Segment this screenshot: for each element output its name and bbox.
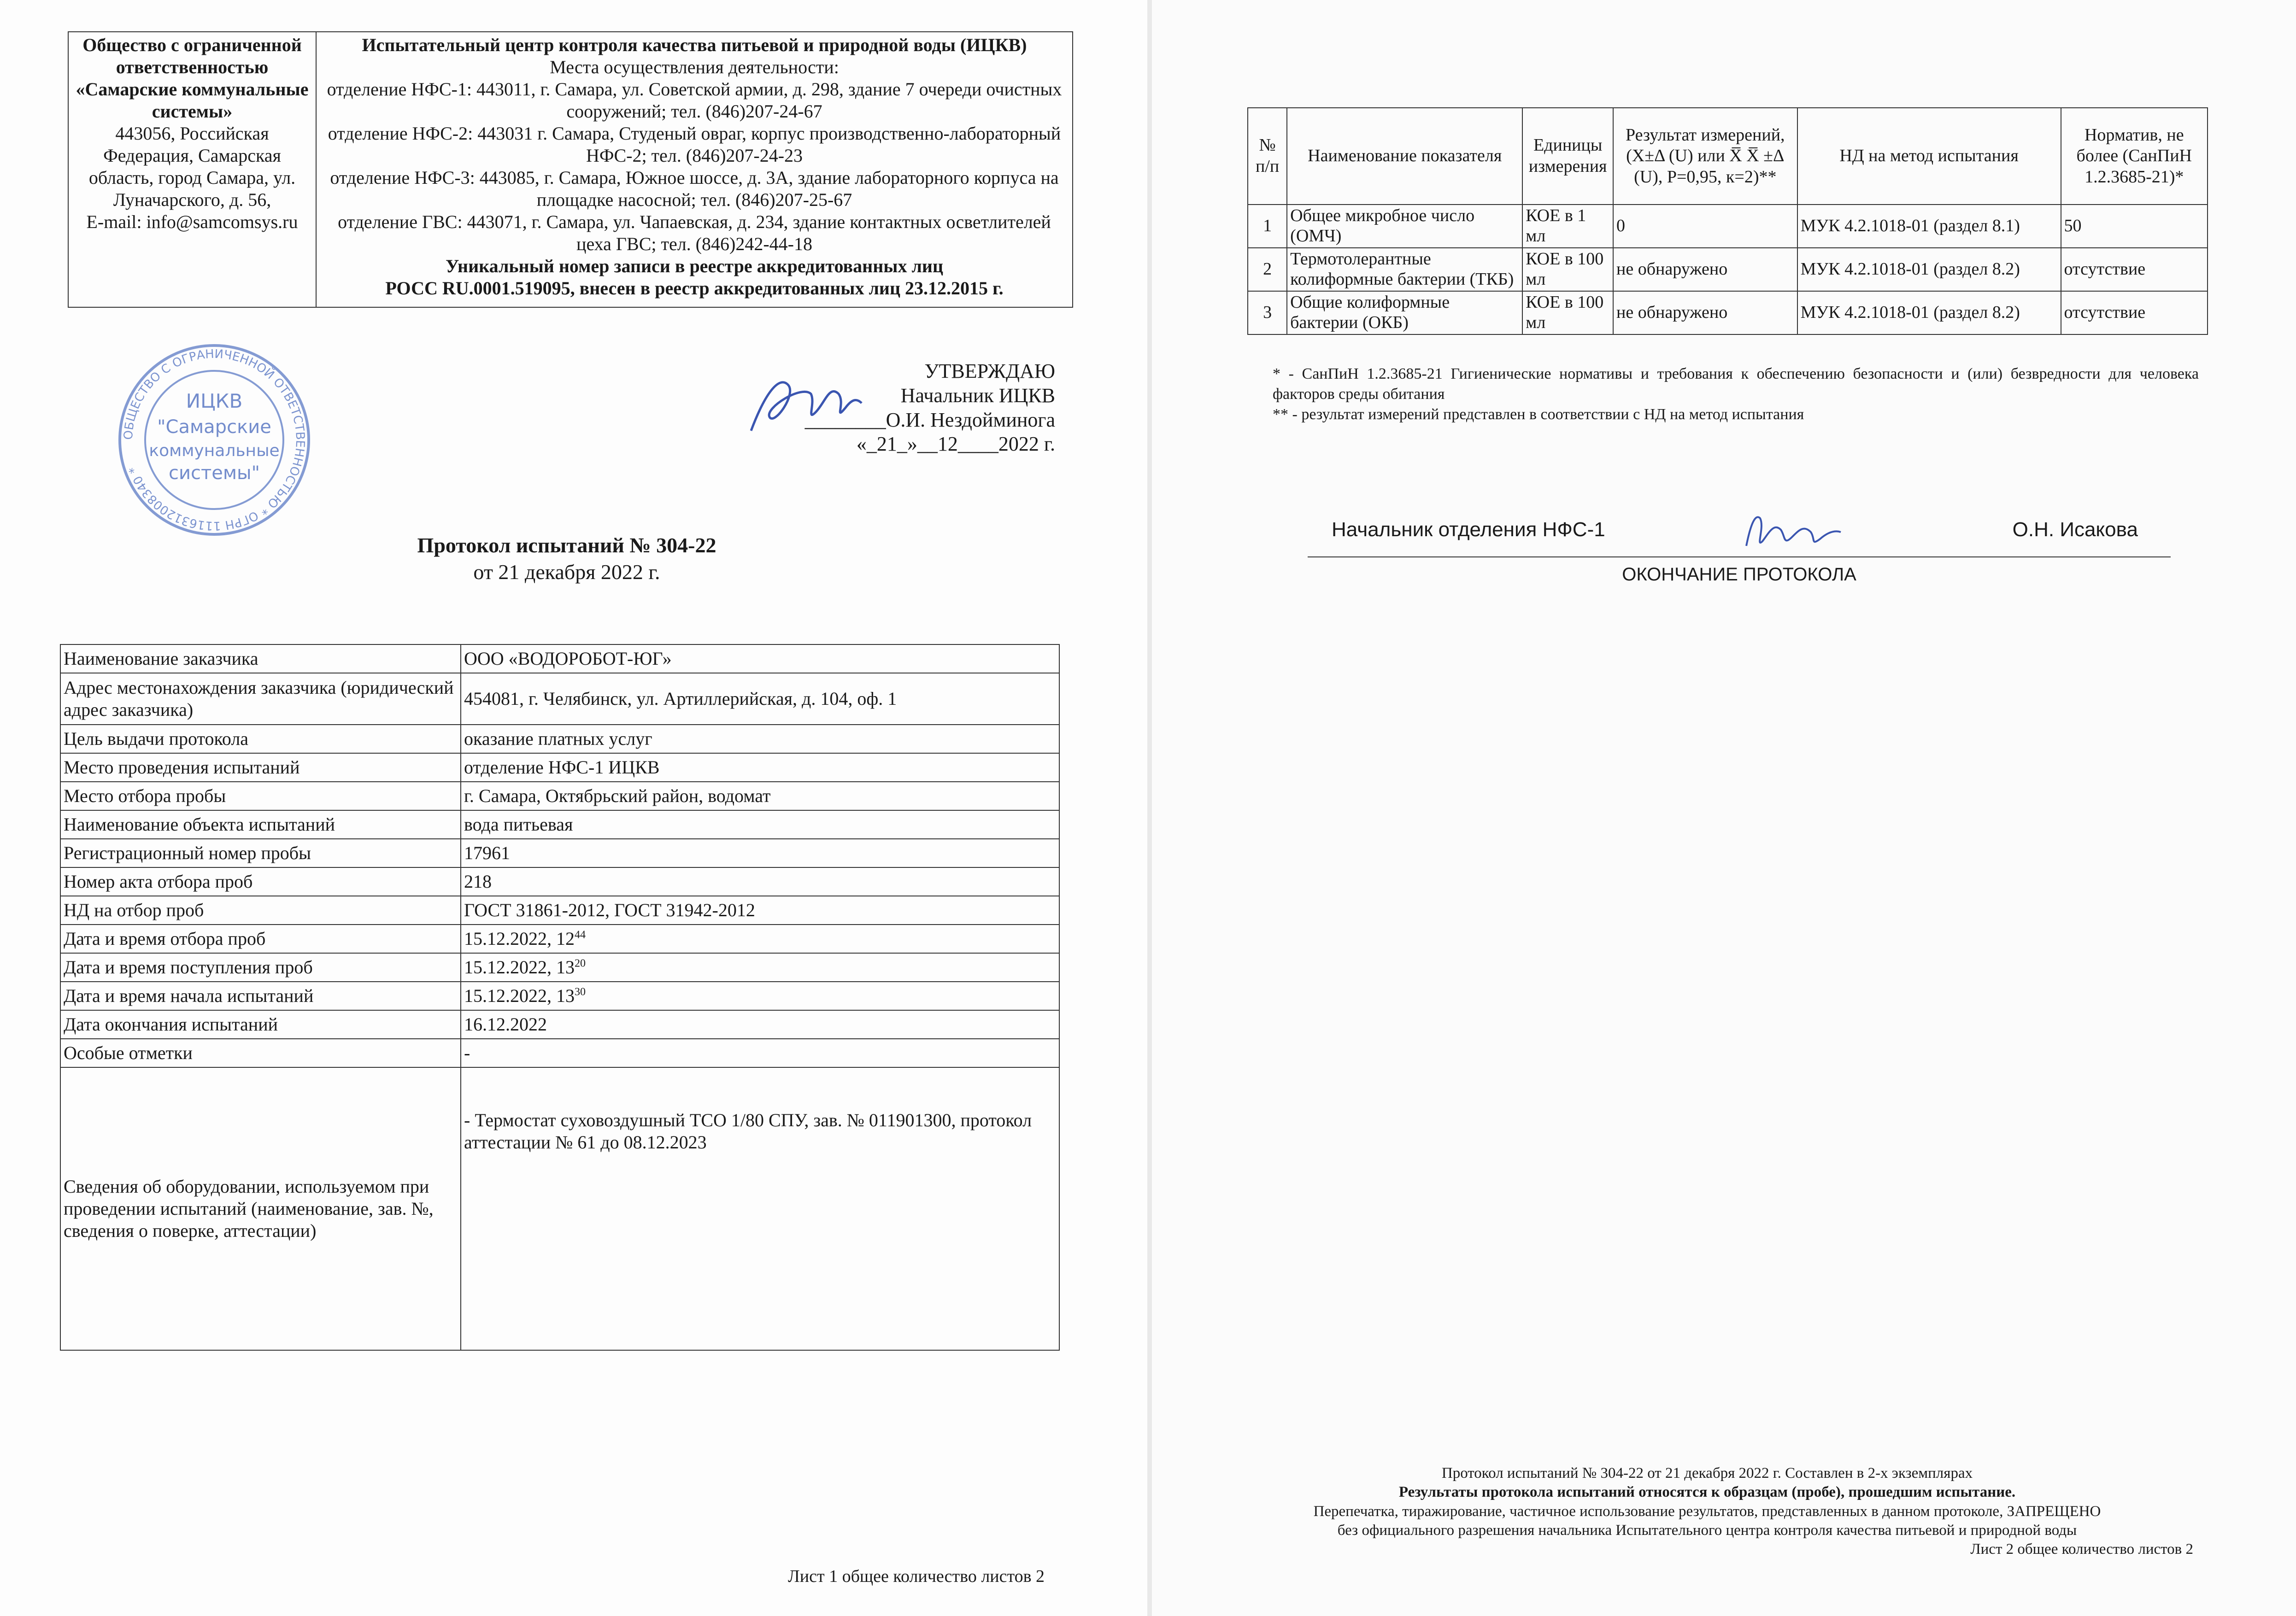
col-units: Единицы измерения xyxy=(1522,108,1613,205)
results-table xyxy=(1247,107,2208,335)
info-value: отделение НФС-1 ИЦКВ xyxy=(461,753,1059,782)
organization-stamp xyxy=(113,339,316,541)
org-name: Общество с ограниченной ответственностью «Самарские коммунальные системы» xyxy=(76,35,309,122)
info-key: Наименование объекта испытаний xyxy=(60,810,461,839)
col-name: Наименование показателя xyxy=(1287,108,1522,205)
signer-name: О.Н. Исакова xyxy=(2012,518,2138,541)
page-2-footer xyxy=(1221,1464,2193,1559)
stamp-line-2: "Самарские xyxy=(157,416,271,438)
approval-date: «_21_»__12____2022 г. xyxy=(856,433,1055,456)
place-nfs1: отделение НФС-1: 443011, г. Самара, ул. Советской армии, д. 298, здание 7 очереди очистных сооружений; тел. (846)207-24-67 xyxy=(327,79,1062,122)
info-key: Регистрационный номер пробы xyxy=(60,839,461,867)
stamp-ring-text: ОБЩЕСТВО С ОГРАНИЧЕННОЙ ОТВЕТСТВЕННОСТЬЮ * ОГРН 1116312008340 * xyxy=(121,347,307,533)
table-row xyxy=(1248,205,2208,248)
col-num: № п/п xyxy=(1248,108,1287,205)
info-key: Сведения об оборудовании, используемом при проведении испытаний (наименование, зав. №, сведения о поверке, аттестации) xyxy=(60,1067,461,1350)
col-norm: Норматив, не более (СанПиН 1.2.3685-21)* xyxy=(2061,108,2208,205)
org-email: E-mail: info@samcomsys.ru xyxy=(86,211,298,232)
table-row xyxy=(60,644,1059,673)
stamp-line-3: коммунальные xyxy=(149,441,280,460)
info-key: Наименование заказчика xyxy=(60,644,461,673)
table-row xyxy=(60,896,1059,925)
row-result: 0 xyxy=(1613,205,1797,248)
row-num: 3 xyxy=(1248,291,1287,334)
info-value: 16.12.2022 xyxy=(461,1010,1059,1039)
registry-line-1: Уникальный номер записи в реестре аккредитованных лиц xyxy=(445,256,944,276)
footer-line-3: Перепечатка, тиражирование, частичное использование результатов, представленных в данном протоколе, ЗАПРЕЩЕНО xyxy=(1313,1503,2101,1520)
signer-position: Начальник отделения НФС-1 xyxy=(1332,518,1605,541)
footer-line-2: Результаты протокола испытаний относятся к образцам (пробе), прошедшим испытание. xyxy=(1398,1484,2016,1501)
table-row xyxy=(60,839,1059,867)
info-key: Номер акта отбора проб xyxy=(60,867,461,896)
info-key: Особые отметки xyxy=(60,1039,461,1067)
info-value: 15.12.2022, $12^{44}$ xyxy=(461,925,1059,953)
table-header-row xyxy=(1248,108,2208,205)
footnote-1: * - СанПиН 1.2.3685-21 Гигиенические нормативы и требования к обеспечению безопасности и (или) безвредности для человека факторов среды обитания xyxy=(1273,365,2199,403)
row-units: КОЕ в 1 мл xyxy=(1522,205,1613,248)
row-result: не обнаружено xyxy=(1613,291,1797,334)
info-value: - xyxy=(461,1039,1059,1067)
sample-info-table xyxy=(60,644,1060,1351)
info-value: 218 xyxy=(461,867,1059,896)
row-name: Термотолерантные колиформные бактерии (ТКБ) xyxy=(1287,248,1522,291)
info-value: оказание платных услуг xyxy=(461,725,1059,753)
info-value: 17961 xyxy=(461,839,1059,867)
info-value: 15.12.2022, $13^{30}$ xyxy=(461,982,1059,1010)
protocol-title: Протокол испытаний № 304-22 xyxy=(417,533,716,557)
info-value: ООО «ВОДОРОБОТ-ЮГ» xyxy=(461,644,1059,673)
table-row xyxy=(1248,291,2208,334)
place-nfs3: отделение НФС-3: 443085, г. Самара, Южное шоссе, д. 3А, здание лабораторного корпуса на площадке насосной; тел. (846)207-25-67 xyxy=(330,167,1059,210)
row-units: КОЕ в 100 мл xyxy=(1522,248,1613,291)
info-key: НД на отбор проб xyxy=(60,896,461,925)
header-table xyxy=(68,31,1073,308)
row-num: 2 xyxy=(1248,248,1287,291)
approver-name: ________О.И. Нездойминога xyxy=(804,408,1055,431)
row-method: МУК 4.2.1018-01 (раздел 8.2) xyxy=(1797,291,2061,334)
info-key: Дата окончания испытаний xyxy=(60,1010,461,1039)
table-row xyxy=(60,1067,1059,1350)
footnotes xyxy=(1273,364,2199,425)
table-row xyxy=(60,953,1059,982)
signature-rule xyxy=(1308,556,2171,557)
approver-position: Начальник ИЦКВ xyxy=(900,384,1055,407)
end-of-protocol: ОКОНЧАНИЕ ПРОТОКОЛА xyxy=(1622,564,1856,585)
signer-signature xyxy=(1742,504,1843,555)
test-center-cell xyxy=(316,32,1073,307)
info-value: 15.12.2022, $13^{20}$ xyxy=(461,953,1059,982)
info-value: - Термостат суховоздушный ТСО 1/80 СПУ, зав. № 011901300, протокол аттестации № 61 до 08.12.2023 xyxy=(461,1067,1059,1350)
page-spine xyxy=(1147,0,1152,1616)
place-nfs2: отделение НФС-2: 443031 г. Самара, Студеный овраг, корпус производственно-лабораторный НФС-2; тел. (846)207-24-23 xyxy=(328,123,1061,166)
row-norm: отсутствие xyxy=(2061,291,2208,334)
approve-word: УТВЕРЖДАЮ xyxy=(924,360,1055,382)
stamp-line-4: системы" xyxy=(168,463,260,484)
row-name: Общее микробное число (ОМЧ) xyxy=(1287,205,1522,248)
info-value: ГОСТ 31861-2012, ГОСТ 31942-2012 xyxy=(461,896,1059,925)
info-key: Цель выдачи протокола xyxy=(60,725,461,753)
protocol-title-block xyxy=(323,532,811,585)
footer-line-5: Лист 2 общее количество листов 2 xyxy=(1970,1541,2193,1557)
col-result: Результат измерений, (X±Δ (U) или X̅ X̅ ±Δ (U), P=0,95, к=2)** xyxy=(1613,108,1797,205)
row-units: КОЕ в 100 мл xyxy=(1522,291,1613,334)
row-name: Общие колиформные бактерии (ОКБ) xyxy=(1287,291,1522,334)
table-row xyxy=(60,753,1059,782)
table-row xyxy=(60,725,1059,753)
footer-line-1: Протокол испытаний № 304-22 от 21 декабря 2022 г. Составлен в 2-х экземплярах xyxy=(1441,1465,1973,1481)
footer-line-4: без официального разрешения начальника Испытательного центра контроля качества питьевой и природной воды xyxy=(1337,1522,2077,1539)
protocol-date: от 21 декабря 2022 г. xyxy=(473,560,660,584)
row-norm: отсутствие xyxy=(2061,248,2208,291)
stamp-line-1: ИЦКВ xyxy=(186,390,243,412)
signature-line xyxy=(1332,518,2138,546)
center-name: Испытательный центр контроля качества питьевой и природной воды (ИЦКВ) xyxy=(362,35,1027,55)
info-key: Дата и время отбора проб xyxy=(60,925,461,953)
row-result: не обнаружено xyxy=(1613,248,1797,291)
info-key: Дата и время начала испытаний xyxy=(60,982,461,1010)
info-value: вода питьевая xyxy=(461,810,1059,839)
table-row xyxy=(60,782,1059,810)
row-method: МУК 4.2.1018-01 (раздел 8.1) xyxy=(1797,205,2061,248)
info-key: Место проведения испытаний xyxy=(60,753,461,782)
info-key: Место отбора пробы xyxy=(60,782,461,810)
registry-line-2: РОСС RU.0001.519095, внесен в реестр аккредитованных лиц 23.12.2015 г. xyxy=(385,278,1004,299)
info-value: 454081, г. Челябинск, ул. Артиллерийская, д. 104, оф. 1 xyxy=(461,673,1059,725)
info-key: Дата и время поступления проб xyxy=(60,953,461,982)
footnote-2: ** - результат измерений представлен в соответствии с НД на метод испытания xyxy=(1273,406,1804,423)
info-value: г. Самара, Октябрьский район, водомат xyxy=(461,782,1059,810)
table-row xyxy=(60,982,1059,1010)
table-row xyxy=(60,1010,1059,1039)
table-row xyxy=(1248,248,2208,291)
places-title: Места осуществления деятельности: xyxy=(550,57,839,77)
table-row xyxy=(60,810,1059,839)
table-row xyxy=(60,925,1059,953)
table-row xyxy=(60,673,1059,725)
table-row xyxy=(60,867,1059,896)
row-norm: 50 xyxy=(2061,205,2208,248)
approver-signature xyxy=(746,366,866,440)
info-key: Адрес местонахождения заказчика (юридический адрес заказчика) xyxy=(60,673,461,725)
col-method: НД на метод испытания xyxy=(1797,108,2061,205)
page-1-footer: Лист 1 общее количество листов 2 xyxy=(788,1567,1045,1586)
row-num: 1 xyxy=(1248,205,1287,248)
table-row xyxy=(60,1039,1059,1067)
row-method: МУК 4.2.1018-01 (раздел 8.2) xyxy=(1797,248,2061,291)
place-gvs: отделение ГВС: 443071, г. Самара, ул. Чапаевская, д. 234, здание контактных осветлителей цеха ГВС; тел. (846)242-44-18 xyxy=(338,211,1051,254)
org-address: 443056, Российская Федерация, Самарская область, город Самара, ул. Луначарского, д. 56, xyxy=(88,123,296,210)
organization-cell xyxy=(68,32,316,307)
